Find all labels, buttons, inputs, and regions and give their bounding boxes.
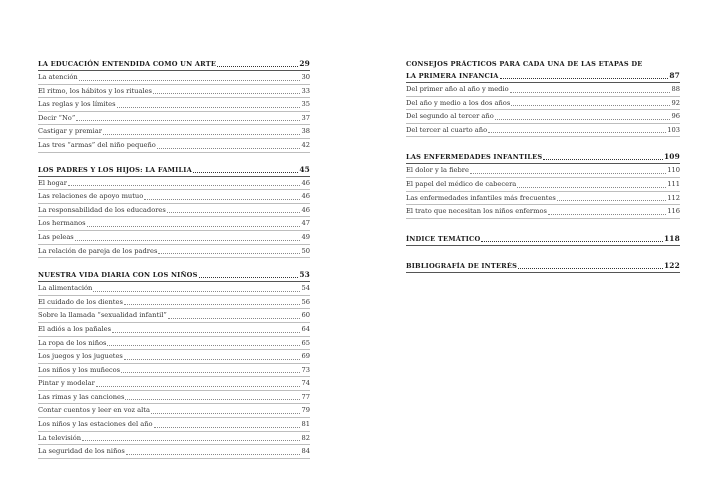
entry-title: Del tercer al cuarto año bbox=[406, 125, 488, 134]
entry-title: El dolor y la fiebre bbox=[406, 166, 469, 175]
entry-page-number: 50 bbox=[301, 246, 310, 255]
section-title: LAS ENFERMEDADES INFANTILES bbox=[406, 153, 543, 162]
entry-title: Contar cuentos y leer en voz alta bbox=[38, 406, 150, 415]
entry-title: Las reglas y los límites bbox=[38, 100, 116, 109]
entry-title: Las enfermedades infantiles más frecuentes bbox=[406, 193, 556, 202]
dot-leader bbox=[517, 187, 666, 188]
toc-entry[interactable] bbox=[38, 112, 310, 126]
entry-page-number: 77 bbox=[301, 392, 310, 401]
toc-entry[interactable] bbox=[38, 337, 310, 351]
entry-page-number: 64 bbox=[301, 324, 310, 333]
toc-section-heading[interactable] bbox=[38, 269, 310, 282]
dot-leader bbox=[68, 185, 301, 186]
dot-leader bbox=[488, 132, 666, 133]
dot-leader bbox=[96, 386, 301, 387]
dot-leader bbox=[151, 413, 301, 414]
toc-entry[interactable] bbox=[38, 139, 310, 153]
toc-entry[interactable] bbox=[38, 125, 310, 139]
entry-page-number: 42 bbox=[301, 140, 310, 149]
toc-left-column bbox=[38, 58, 310, 470]
entry-page-number: 82 bbox=[301, 433, 310, 442]
entry-title: La responsabilidad de los educadores bbox=[38, 205, 166, 214]
entry-title: Las peleas bbox=[38, 232, 74, 241]
entry-title: Los niños y las estaciones del año bbox=[38, 420, 153, 429]
toc-entry[interactable] bbox=[38, 204, 310, 218]
dot-leader bbox=[103, 134, 301, 135]
toc-section bbox=[38, 269, 310, 459]
section-title: NUESTRA VIDA DIARIA CON LOS NIÑOS bbox=[38, 271, 198, 280]
dot-leader bbox=[117, 107, 301, 108]
toc-entry[interactable] bbox=[38, 282, 310, 296]
entry-title: Las tres “armas” del niño pequeño bbox=[38, 140, 156, 149]
toc-entry[interactable] bbox=[406, 97, 680, 111]
entry-title: La televisión bbox=[38, 433, 82, 442]
dot-leader bbox=[500, 78, 669, 79]
dot-leader bbox=[548, 214, 666, 215]
entry-page-number: 33 bbox=[301, 86, 310, 95]
toc-section-heading[interactable] bbox=[406, 58, 680, 83]
entry-title: Las relaciones de apoyo mutuo bbox=[38, 192, 144, 201]
toc-entry[interactable] bbox=[38, 98, 310, 112]
dot-leader bbox=[75, 240, 301, 241]
entry-title: Las rimas y las canciones bbox=[38, 392, 125, 401]
entry-title: Sobre la llamada “sexualidad infantil” bbox=[38, 311, 167, 320]
entry-title: El papel del médico de cabecera bbox=[406, 179, 517, 188]
toc-entry[interactable] bbox=[406, 83, 680, 97]
entry-title: El cuidado de los dientes bbox=[38, 297, 123, 306]
toc-entry[interactable] bbox=[38, 231, 310, 245]
entry-page-number: 111 bbox=[667, 179, 680, 188]
entry-title: La alimentación bbox=[38, 284, 93, 293]
dot-leader bbox=[121, 372, 300, 373]
entry-page-number: 74 bbox=[301, 379, 310, 388]
entry-title: Decir “No” bbox=[38, 113, 76, 122]
section-page-number: 29 bbox=[299, 59, 310, 68]
toc-entry[interactable] bbox=[38, 177, 310, 191]
entry-page-number: 79 bbox=[301, 406, 310, 415]
entry-page-number: 46 bbox=[301, 178, 310, 187]
section-page-number: 53 bbox=[299, 270, 310, 280]
dot-leader bbox=[124, 359, 301, 360]
toc-section-heading[interactable] bbox=[38, 164, 310, 177]
section-title-line1: CONSEJOS PRÁCTICOS PARA CADA UNA DE LAS ETAPAS DE bbox=[406, 60, 643, 68]
section-page-number: 122 bbox=[663, 260, 680, 270]
entry-title: El ritmo, los hábitos y los rituales bbox=[38, 86, 152, 95]
section-title: BIBLIOGRAFÍA DE INTERÉS bbox=[406, 261, 518, 270]
entry-page-number: 103 bbox=[667, 125, 680, 134]
entry-page-number: 92 bbox=[671, 98, 680, 107]
toc-entry[interactable] bbox=[38, 432, 310, 446]
section-page-number: 109 bbox=[663, 152, 680, 162]
entry-page-number: 65 bbox=[301, 338, 310, 347]
toc-section bbox=[406, 58, 680, 137]
entry-title: Pintar y modelar bbox=[38, 379, 95, 388]
entry-page-number: 35 bbox=[301, 100, 310, 109]
dot-leader bbox=[153, 93, 301, 94]
toc-section-heading[interactable] bbox=[406, 151, 680, 164]
entry-title: La atención bbox=[38, 73, 78, 81]
entry-title: El trato que necesitan los niños enfermos bbox=[406, 207, 547, 216]
entry-title: Los niños y los muñecos bbox=[38, 365, 121, 374]
toc-entry[interactable] bbox=[38, 217, 310, 231]
toc-entry[interactable] bbox=[38, 404, 310, 418]
toc-entry[interactable] bbox=[38, 364, 310, 378]
section-title: LOS PADRES Y LOS HIJOS: LA FAMILIA bbox=[38, 165, 192, 174]
entry-page-number: 96 bbox=[671, 112, 680, 121]
dot-leader bbox=[495, 119, 671, 120]
dot-leader bbox=[76, 120, 300, 121]
toc-section-heading[interactable] bbox=[38, 58, 310, 71]
toc-entry[interactable] bbox=[406, 164, 680, 178]
dot-leader bbox=[199, 277, 299, 278]
toc-entry[interactable] bbox=[406, 110, 680, 124]
dot-leader bbox=[112, 332, 300, 333]
dot-leader bbox=[79, 80, 301, 81]
entry-title: La seguridad de los niños bbox=[38, 447, 125, 456]
dot-leader bbox=[144, 199, 300, 200]
dot-leader bbox=[157, 148, 301, 149]
section-title: LA EDUCACIÓN ENTENDIDA COMO UN ARTE bbox=[38, 60, 217, 68]
dot-leader bbox=[168, 318, 301, 319]
entry-page-number: 88 bbox=[671, 85, 680, 93]
entry-page-number: 54 bbox=[301, 284, 310, 293]
toc-entry[interactable] bbox=[38, 309, 310, 323]
entry-page-number: 73 bbox=[301, 365, 310, 374]
entry-title: Castigar y premiar bbox=[38, 127, 102, 136]
section-title: ÍNDICE TEMÁTICO bbox=[406, 234, 481, 243]
dot-leader bbox=[126, 454, 301, 455]
dot-leader bbox=[518, 268, 663, 269]
toc-entry[interactable] bbox=[406, 192, 680, 206]
entry-page-number: 112 bbox=[667, 193, 680, 202]
toc-entry[interactable] bbox=[38, 190, 310, 204]
toc-entry[interactable] bbox=[38, 418, 310, 432]
entry-title: La relación de pareja de los padres bbox=[38, 246, 158, 255]
toc-entry[interactable] bbox=[38, 350, 310, 364]
entry-page-number: 116 bbox=[667, 207, 680, 216]
dot-leader bbox=[93, 291, 300, 292]
entry-page-number: 60 bbox=[301, 311, 310, 320]
entry-title: Del segundo al tercer año bbox=[406, 112, 494, 121]
dot-leader bbox=[124, 304, 301, 305]
section-page-number: 118 bbox=[663, 233, 680, 243]
toc-entry[interactable] bbox=[38, 391, 310, 405]
section-page-number: 45 bbox=[299, 164, 310, 174]
entry-title: Del primer año al año y medio bbox=[406, 85, 509, 93]
dot-leader bbox=[557, 200, 666, 201]
toc-section bbox=[406, 260, 680, 273]
toc-section-heading[interactable] bbox=[406, 260, 680, 273]
toc-entry[interactable] bbox=[38, 245, 310, 259]
toc-section bbox=[38, 58, 310, 153]
toc-section bbox=[406, 151, 680, 218]
section-title: LA PRIMERA INFANCIA bbox=[406, 72, 499, 80]
toc-entry[interactable] bbox=[38, 377, 310, 391]
entry-page-number: 30 bbox=[301, 73, 310, 81]
dot-leader bbox=[481, 241, 663, 242]
dot-leader bbox=[87, 226, 301, 227]
entry-page-number: 110 bbox=[667, 166, 680, 175]
entry-page-number: 84 bbox=[301, 447, 310, 456]
entry-page-number: 46 bbox=[301, 192, 310, 201]
entry-page-number: 69 bbox=[301, 352, 310, 361]
dot-leader bbox=[511, 105, 670, 106]
section-page-number: 87 bbox=[669, 71, 680, 80]
entry-page-number: 49 bbox=[301, 232, 310, 241]
entry-title: La ropa de los niños bbox=[38, 338, 107, 347]
toc-section-heading[interactable] bbox=[406, 233, 680, 246]
toc-entry[interactable] bbox=[406, 178, 680, 192]
dot-leader bbox=[167, 212, 301, 213]
toc-entry[interactable] bbox=[38, 445, 310, 459]
toc-entry[interactable] bbox=[406, 124, 680, 138]
entry-title: El adiós a los pañales bbox=[38, 324, 112, 333]
toc-entry[interactable] bbox=[38, 296, 310, 310]
toc-entry[interactable] bbox=[38, 323, 310, 337]
dot-leader bbox=[510, 92, 671, 93]
entry-title: Del año y medio a los dos años bbox=[406, 98, 511, 107]
toc-section bbox=[406, 233, 680, 246]
entry-title: El hogar bbox=[38, 178, 67, 187]
entry-page-number: 38 bbox=[301, 127, 310, 136]
toc-entry[interactable] bbox=[38, 85, 310, 99]
dot-leader bbox=[193, 172, 298, 173]
dot-leader bbox=[125, 399, 300, 400]
dot-leader bbox=[82, 440, 300, 441]
toc-entry[interactable] bbox=[406, 205, 680, 219]
entry-title: Los hermanos bbox=[38, 219, 86, 228]
entry-page-number: 46 bbox=[301, 205, 310, 214]
entry-page-number: 56 bbox=[301, 297, 310, 306]
dot-leader bbox=[543, 159, 663, 160]
entry-title: Los juegos y los juguetes bbox=[38, 352, 123, 361]
entry-page-number: 81 bbox=[301, 420, 310, 429]
entry-page-number: 37 bbox=[301, 113, 310, 122]
toc-right-column bbox=[406, 58, 680, 284]
toc-section bbox=[38, 164, 310, 259]
dot-leader bbox=[158, 253, 300, 254]
dot-leader bbox=[154, 427, 301, 428]
dot-leader bbox=[107, 345, 300, 346]
dot-leader bbox=[470, 173, 666, 174]
entry-page-number: 47 bbox=[301, 219, 310, 228]
toc-entry[interactable] bbox=[38, 71, 310, 85]
dot-leader bbox=[217, 66, 298, 67]
